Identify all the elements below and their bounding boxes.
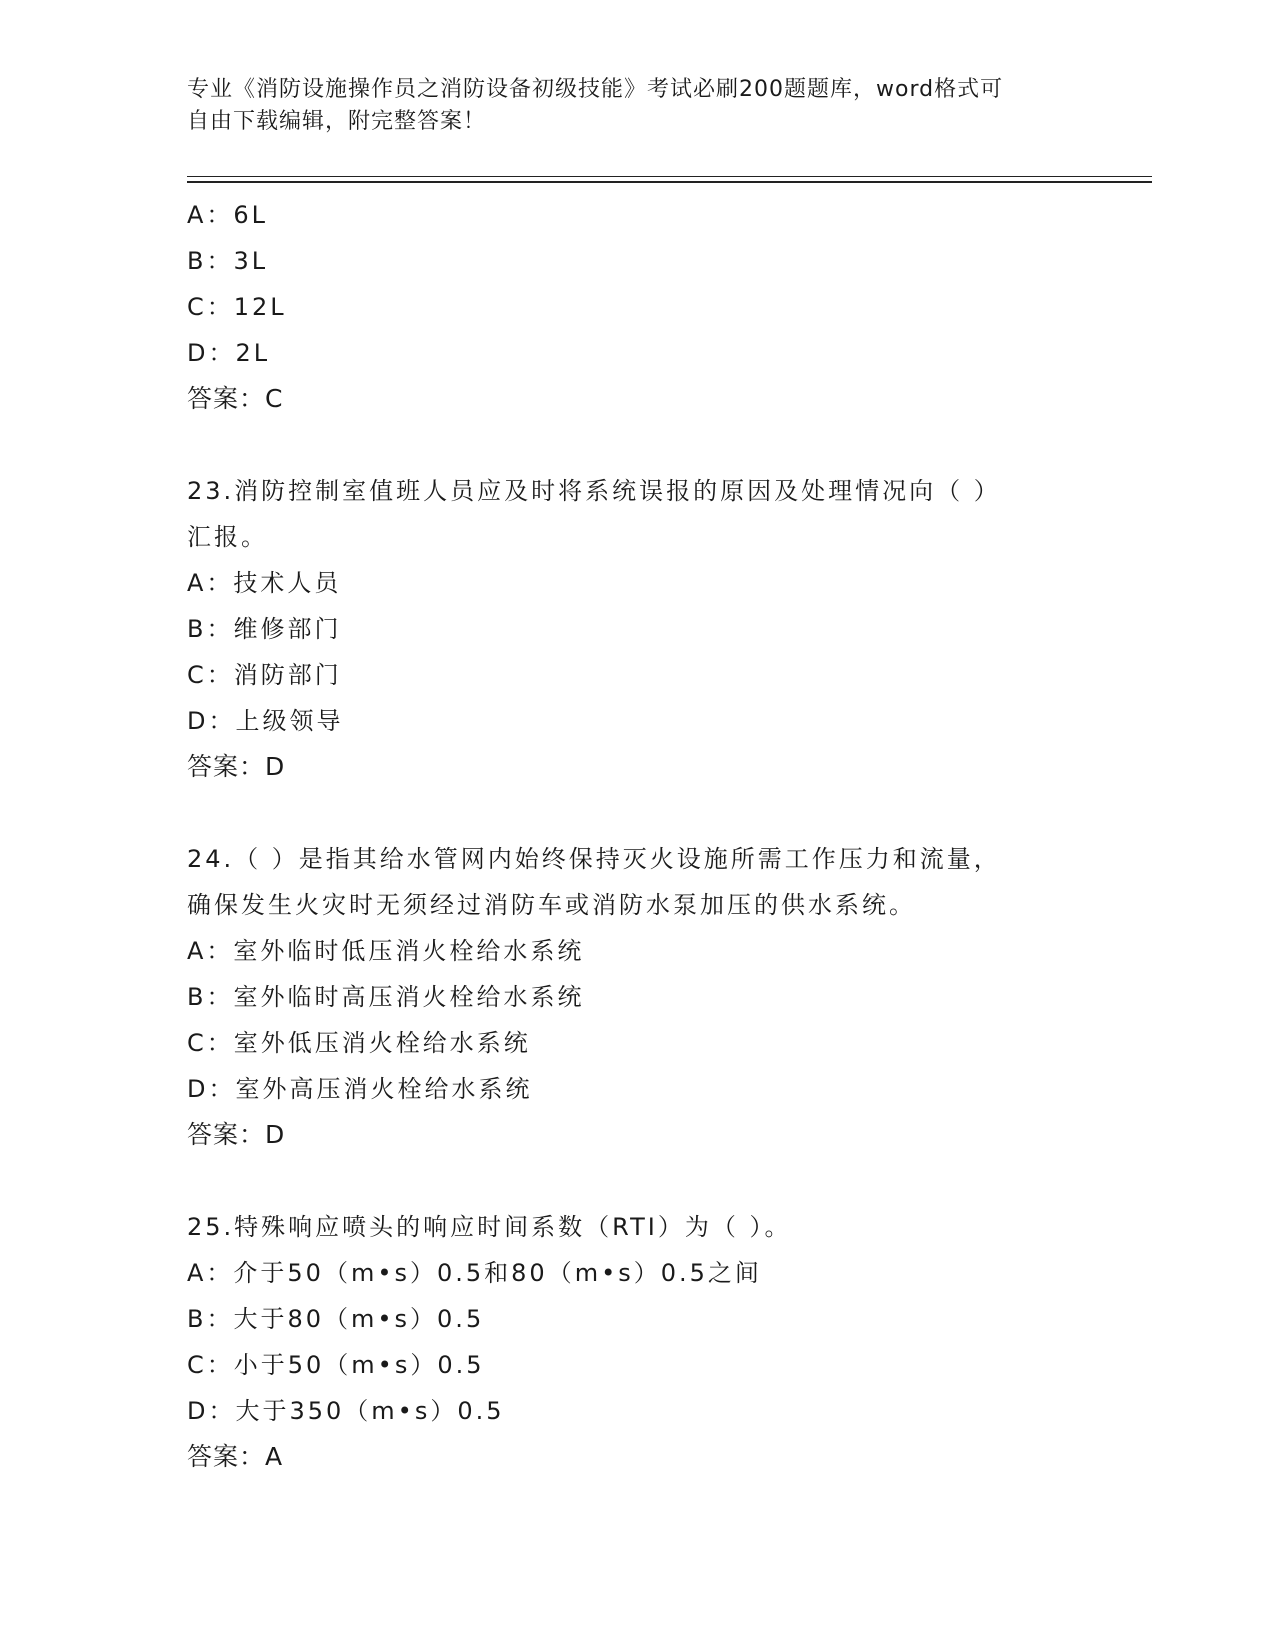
answer-line: 答案：D (187, 752, 286, 781)
option-b: B：维修部门 (187, 615, 342, 643)
question-text-line: 23.消防控制室值班人员应及时将系统误报的原因及处理情况向（ ） (187, 477, 1001, 505)
header-divider-thick (187, 181, 1152, 183)
option-c: C：12L (187, 293, 287, 321)
option-d: D：大于350（m•s）0.5 (187, 1397, 505, 1425)
option-d: D：室外高压消火栓给水系统 (187, 1075, 533, 1103)
question-text-line: 25.特殊响应喷头的响应时间系数（RTI）为（ ）。 (187, 1213, 792, 1241)
question-block (187, 1204, 1087, 1480)
option-d: D：2L (187, 339, 271, 367)
option-a: A：介于50（m•s）0.5和80（m•s）0.5之间 (187, 1259, 762, 1287)
question-block (187, 836, 1087, 1158)
answer-line: 答案：D (187, 1120, 286, 1149)
question-list (187, 192, 1087, 1480)
option-c: C：消防部门 (187, 661, 342, 689)
question-text-line: 24.（ ）是指其给水管网内始终保持灭火设施所需工作压力和流量， (187, 845, 1001, 873)
option-b: B：3L (187, 247, 269, 275)
option-b: B：室外临时高压消火栓给水系统 (187, 983, 585, 1011)
question-text-line: 确保发生火灾时无须经过消防车或消防水泵加压的供水系统。 (187, 891, 916, 919)
question-block (187, 468, 1087, 790)
header-divider-thin (187, 176, 1152, 177)
option-c: C：室外低压消火栓给水系统 (187, 1029, 531, 1057)
header-line-1: 专业《消防设施操作员之消防设备初级技能》考试必刷200题题库，word格式可 (187, 77, 1004, 102)
option-a: A：技术人员 (187, 569, 342, 597)
option-a: A：室外临时低压消火栓给水系统 (187, 937, 585, 965)
option-c: C：小于50（m•s）0.5 (187, 1351, 485, 1379)
question-text-line: 汇报。 (187, 523, 268, 551)
option-b: B：大于80（m•s）0.5 (187, 1305, 485, 1333)
option-a: A：6L (187, 201, 269, 229)
answer-line: 答案：A (187, 1442, 284, 1471)
header-line-2: 自由下载编辑，附完整答案！ (187, 109, 487, 134)
question-block (187, 192, 1087, 422)
document-header (187, 74, 1067, 138)
option-d: D：上级领导 (187, 707, 344, 735)
answer-line: 答案：C (187, 384, 284, 413)
